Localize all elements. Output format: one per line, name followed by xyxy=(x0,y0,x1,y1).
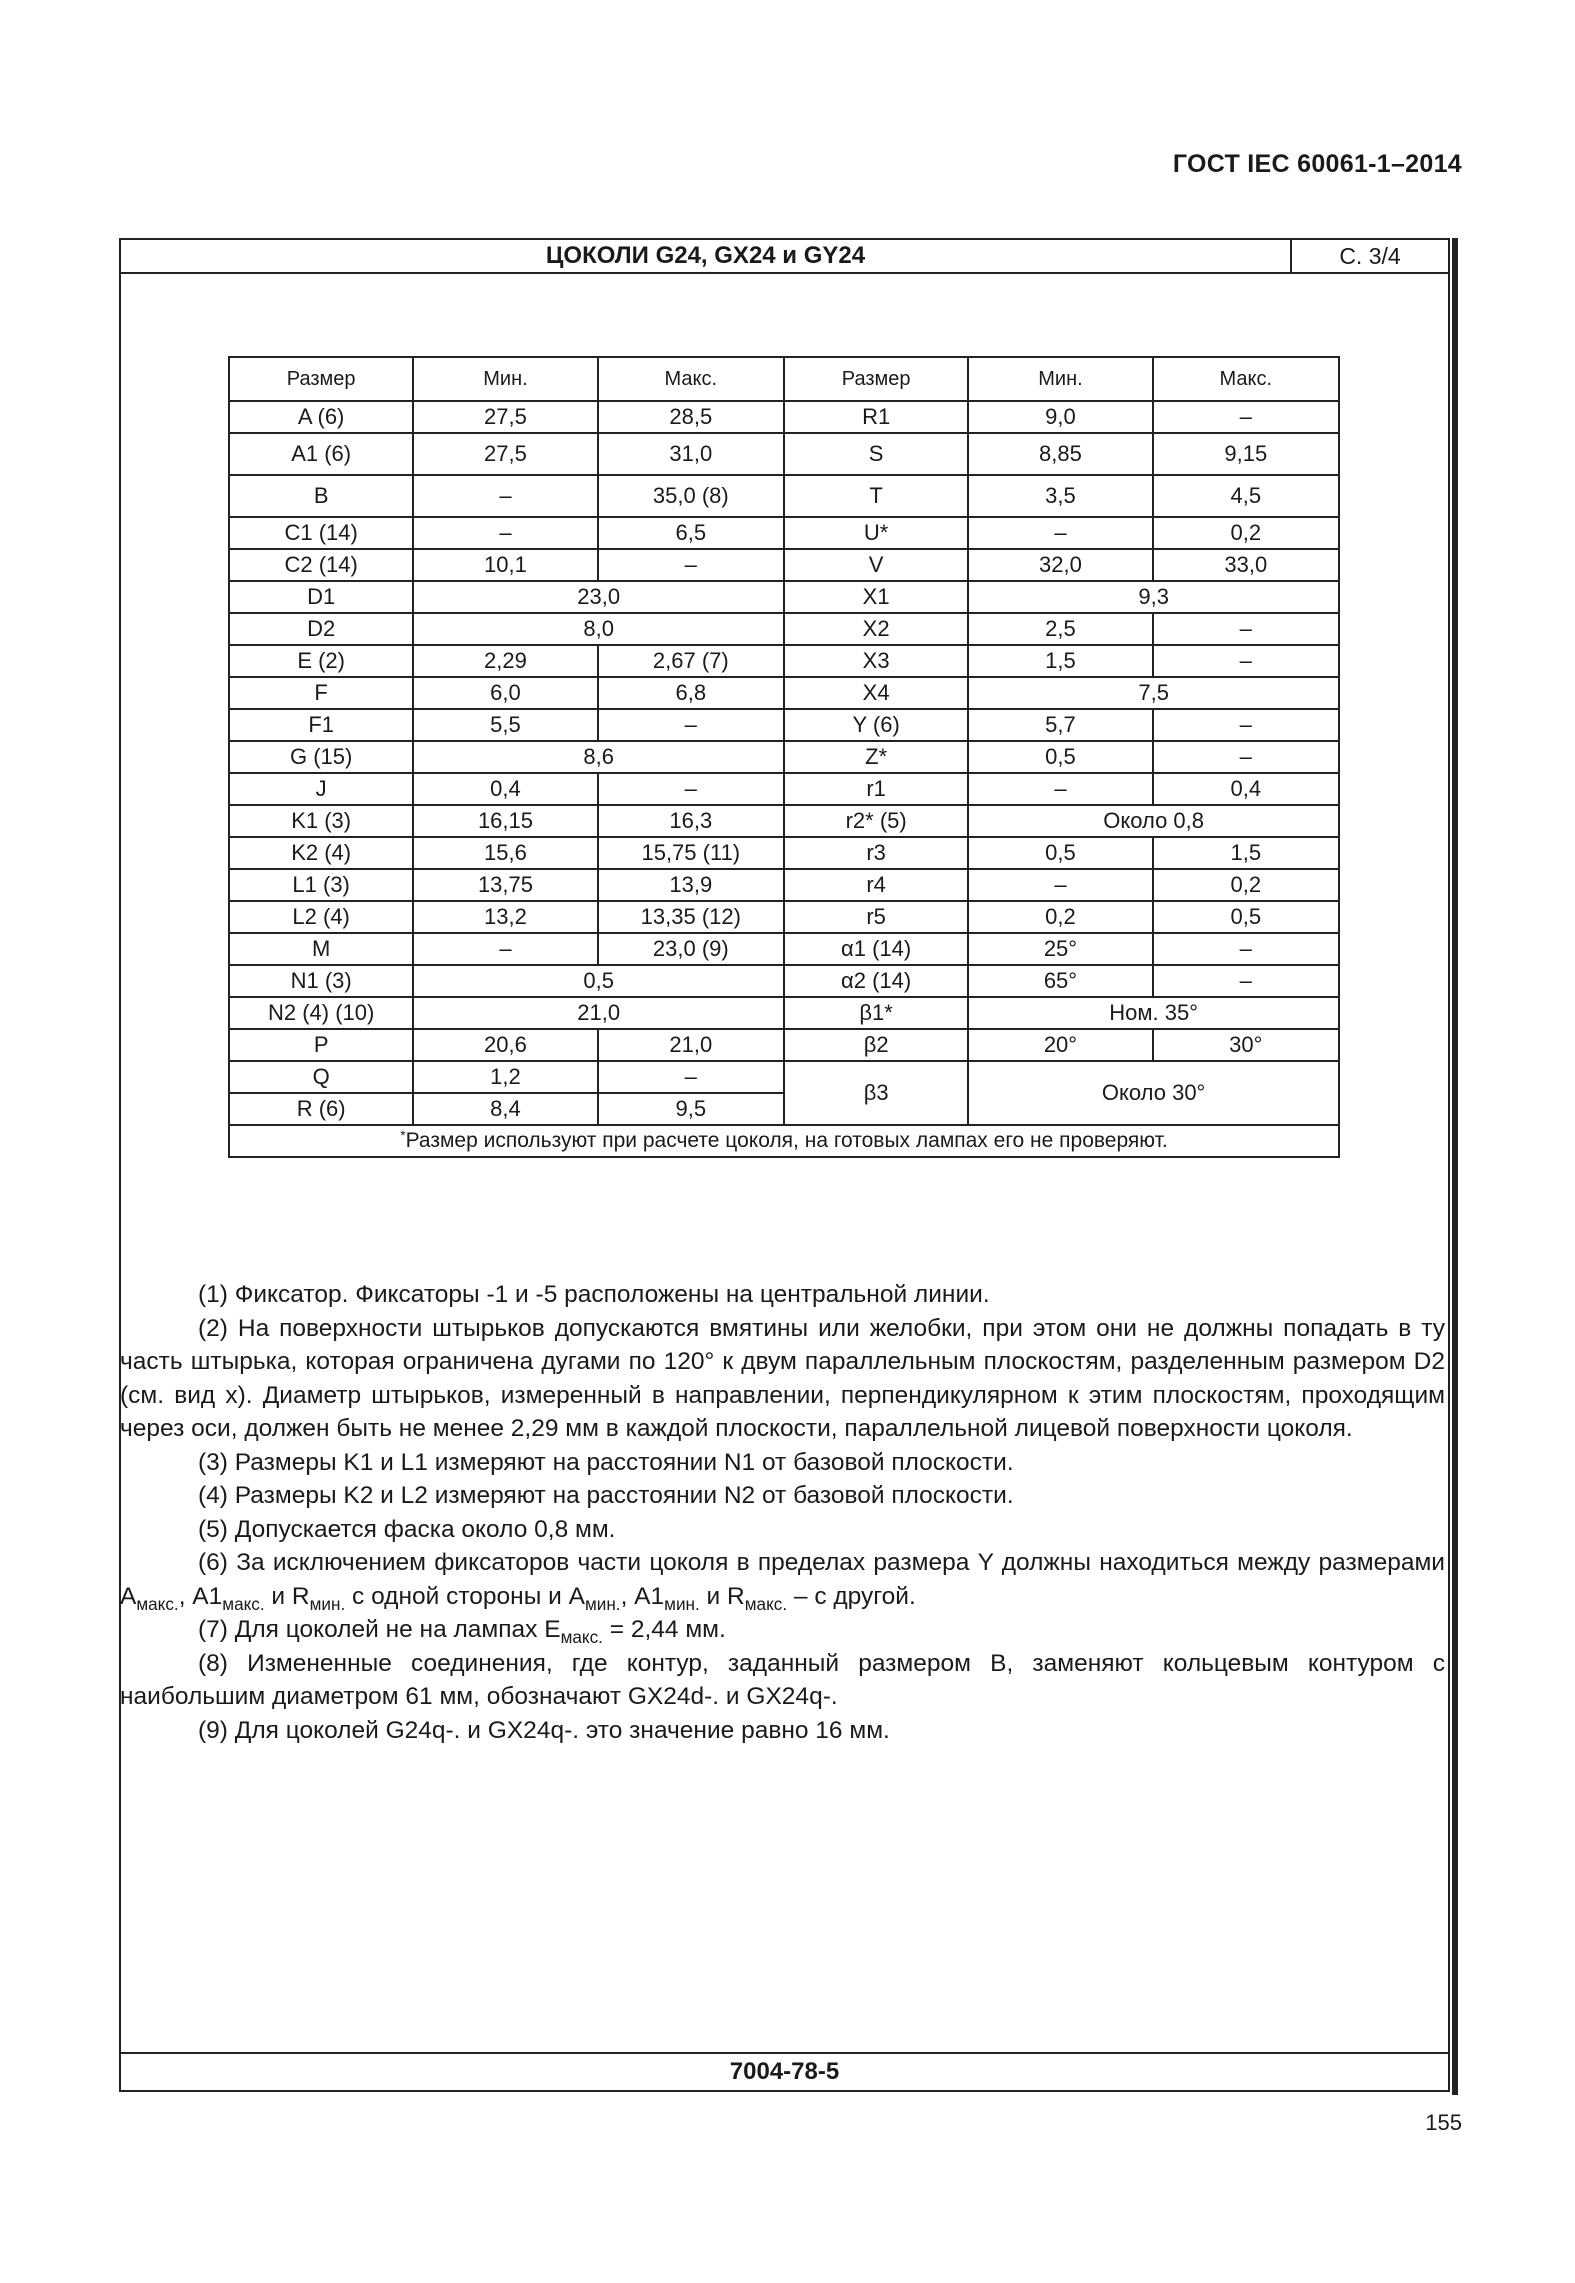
table-cell: 0,2 xyxy=(1153,869,1339,901)
table-cell: α1 (14) xyxy=(784,933,968,965)
table-cell: 15,75 (11) xyxy=(598,837,784,869)
notes-section xyxy=(120,1278,1445,1747)
table-cell: 5,7 xyxy=(968,709,1152,741)
table-cell: 0,5 xyxy=(968,837,1152,869)
table-cell: Y (6) xyxy=(784,709,968,741)
table-cell: 31,0 xyxy=(598,433,784,475)
table-cell: – xyxy=(968,517,1152,549)
table-row xyxy=(229,645,1339,677)
header-cell: Размер xyxy=(229,357,413,401)
table-cell: 8,6 xyxy=(413,741,784,773)
table-cell: – xyxy=(1153,741,1339,773)
table-cell: Около 0,8 xyxy=(968,805,1339,837)
table-cell: 9,5 xyxy=(598,1093,784,1125)
table-row xyxy=(229,933,1339,965)
table-cell: B xyxy=(229,475,413,517)
table-cell: X2 xyxy=(784,613,968,645)
table-cell: 16,3 xyxy=(598,805,784,837)
table-cell: A1 (6) xyxy=(229,433,413,475)
table-cell: C2 (14) xyxy=(229,549,413,581)
table-row xyxy=(229,997,1339,1029)
table-cell: N2 (4) (10) xyxy=(229,997,413,1029)
table-cell: – xyxy=(413,933,597,965)
table-cell: 30° xyxy=(1153,1029,1339,1061)
table-cell: U* xyxy=(784,517,968,549)
table-cell: L2 (4) xyxy=(229,901,413,933)
table-cell: 4,5 xyxy=(1153,475,1339,517)
table-cell: 0,5 xyxy=(968,741,1152,773)
note-6: (6) За исключением фиксаторов части цоколя в пределах размера Y должны находиться между размерами $A_{макс.}$, $A1_{макс.}$ и $R_{мин.}$ с одной стороны и $A_{мин.}$, $A1_{мин.}$ и $R_{макс.}$ – с другой. xyxy=(120,1549,1445,1614)
table-cell: 7,5 xyxy=(968,677,1339,709)
table-cell: – xyxy=(598,709,784,741)
table-cell: 27,5 xyxy=(413,433,597,475)
table-cell: S xyxy=(784,433,968,475)
table-footnote-row xyxy=(229,1125,1339,1157)
table-cell: 1,5 xyxy=(1153,837,1339,869)
table-cell: 2,29 xyxy=(413,645,597,677)
table-cell: P xyxy=(229,1029,413,1061)
table-cell: Ном. 35° xyxy=(968,997,1339,1029)
table-cell: 13,2 xyxy=(413,901,597,933)
frame-header xyxy=(121,240,1448,274)
table-cell: 6,5 xyxy=(598,517,784,549)
table-header-row xyxy=(229,357,1339,401)
header-cell: Макс. xyxy=(598,357,784,401)
table-row xyxy=(229,773,1339,805)
table-cell: E (2) xyxy=(229,645,413,677)
table-row xyxy=(229,709,1339,741)
table-cell: 0,5 xyxy=(1153,901,1339,933)
standard-code: ГОСТ IEC 60061-1–2014 xyxy=(1172,150,1462,178)
table-cell: r3 xyxy=(784,837,968,869)
table-row xyxy=(229,805,1339,837)
table-row xyxy=(229,1061,1339,1093)
table-cell: 9,15 xyxy=(1153,433,1339,475)
table-row xyxy=(229,517,1339,549)
table-cell: R (6) xyxy=(229,1093,413,1125)
table-cell: 13,9 xyxy=(598,869,784,901)
table-cell: 65° xyxy=(968,965,1152,997)
table-cell: – xyxy=(1153,965,1339,997)
sheet-number: С. 3/4 xyxy=(1290,240,1448,272)
table-cell: 10,1 xyxy=(413,549,597,581)
header-cell: Мин. xyxy=(968,357,1152,401)
table-cell: 13,75 xyxy=(413,869,597,901)
table-cell: 9,0 xyxy=(968,401,1152,433)
table-cell: G (15) xyxy=(229,741,413,773)
table-cell: X4 xyxy=(784,677,968,709)
table-cell: 2,5 xyxy=(968,613,1152,645)
table-cell: 8,0 xyxy=(413,613,784,645)
table-cell: 16,15 xyxy=(413,805,597,837)
table-row xyxy=(229,837,1339,869)
note-3: (3) Размеры K1 и L1 измеряют на расстоянии N1 от базовой плоскости. xyxy=(198,1448,1014,1476)
table-cell: K1 (3) xyxy=(229,805,413,837)
table-cell: – xyxy=(413,475,597,517)
table-cell: 23,0 xyxy=(413,581,784,613)
table-cell: 25° xyxy=(968,933,1152,965)
table-cell: – xyxy=(598,773,784,805)
note-8: (8) Измененные соединения, где контур, заданный размером B, заменяют кольцевым контуром с наибольшим диаметром 61 мм, обозначают GX24d-. и GX24q-. xyxy=(120,1649,1445,1710)
table-cell: F1 xyxy=(229,709,413,741)
table-cell: 2,67 (7) xyxy=(598,645,784,677)
table-cell: 8,4 xyxy=(413,1093,597,1125)
table-cell: 6,0 xyxy=(413,677,597,709)
table-footnote xyxy=(229,1125,1339,1157)
table-cell: 21,0 xyxy=(598,1029,784,1061)
table-cell: r4 xyxy=(784,869,968,901)
table-cell: T xyxy=(784,475,968,517)
table-cell: 33,0 xyxy=(1153,549,1339,581)
table-cell: – xyxy=(413,517,597,549)
page-number: 155 xyxy=(1425,2110,1462,2135)
table-cell: 3,5 xyxy=(968,475,1152,517)
table-cell: – xyxy=(598,1061,784,1093)
table-cell: V xyxy=(784,549,968,581)
table-cell: 13,35 (12) xyxy=(598,901,784,933)
table-cell: β1* xyxy=(784,997,968,1029)
table-cell: 0,2 xyxy=(968,901,1152,933)
table-cell: – xyxy=(968,869,1152,901)
note-2: (2) На поверхности штырьков допускаются вмятины или желобки, при этом они не должны попадать в ту часть штырька, которая ограничена дугами по 120° к двум параллельным плоскостям, разделенным размером D2 (см. вид х). Диаметр штырьков, измеренный в направлении, перпендикулярном к этим плоскостям, проходящим через оси, должен быть не менее 2,29 мм в каждой плоскости, параллельной лицевой поверхности цоколя. xyxy=(120,1314,1445,1442)
table-cell: 27,5 xyxy=(413,401,597,433)
table-cell: F xyxy=(229,677,413,709)
table-row xyxy=(229,401,1339,433)
table-cell: R1 xyxy=(784,401,968,433)
note-4: (4) Размеры K2 и L2 измеряют на расстоянии N2 от базовой плоскости. xyxy=(198,1482,1014,1509)
table-cell: r2* (5) xyxy=(784,805,968,837)
dimensions-table xyxy=(228,356,1340,1158)
table-cell: Q xyxy=(229,1061,413,1093)
table-row xyxy=(229,433,1339,475)
table-cell: Около 30° xyxy=(968,1061,1339,1125)
table-cell: X1 xyxy=(784,581,968,613)
table-cell: M xyxy=(229,933,413,965)
table-cell: 23,0 (9) xyxy=(598,933,784,965)
table-cell: – xyxy=(598,549,784,581)
table-cell: – xyxy=(1153,645,1339,677)
table-cell: X3 xyxy=(784,645,968,677)
table-cell: 0,5 xyxy=(413,965,784,997)
table-cell: – xyxy=(968,773,1152,805)
note-7: (7) Для цоколей не на лампах $E_{макс.} = 2,44$ мм. xyxy=(198,1616,726,1647)
table-row xyxy=(229,869,1339,901)
table-cell: β3 xyxy=(784,1061,968,1125)
table-row xyxy=(229,741,1339,773)
header-cell: Размер xyxy=(784,357,968,401)
footnote-text: Размер используют при расчете цоколя, на готовых лампах его не проверяют. xyxy=(405,1129,1168,1152)
table-cell: Z* xyxy=(784,741,968,773)
table-cell: 0,4 xyxy=(1153,773,1339,805)
table-cell: 20° xyxy=(968,1029,1152,1061)
table-row xyxy=(229,475,1339,517)
table-cell: 0,4 xyxy=(413,773,597,805)
table-cell: 5,5 xyxy=(413,709,597,741)
table-cell: K2 (4) xyxy=(229,837,413,869)
table-cell: r1 xyxy=(784,773,968,805)
header-cell: Мин. xyxy=(413,357,597,401)
table-row xyxy=(229,581,1339,613)
table-cell: 1,5 xyxy=(968,645,1152,677)
table-cell: L1 (3) xyxy=(229,869,413,901)
table-row xyxy=(229,613,1339,645)
table-row xyxy=(229,901,1339,933)
table-cell: C1 (14) xyxy=(229,517,413,549)
table-cell: N1 (3) xyxy=(229,965,413,997)
table-row xyxy=(229,965,1339,997)
table-cell: 1,2 xyxy=(413,1061,597,1093)
table-row xyxy=(229,549,1339,581)
table-cell: r5 xyxy=(784,901,968,933)
table-cell: 21,0 xyxy=(413,997,784,1029)
table-cell: 32,0 xyxy=(968,549,1152,581)
table-cell: 28,5 xyxy=(598,401,784,433)
note-5: (5) Допускается фаска около 0,8 мм. xyxy=(198,1515,616,1543)
table-cell: β2 xyxy=(784,1029,968,1061)
table-cell: – xyxy=(1153,401,1339,433)
header-cell: Макс. xyxy=(1153,357,1339,401)
table-cell: – xyxy=(1153,933,1339,965)
table-cell: 20,6 xyxy=(413,1029,597,1061)
footnote-mark: * xyxy=(400,1128,406,1144)
table-cell: 15,6 xyxy=(413,837,597,869)
table-cell: – xyxy=(1153,709,1339,741)
table-cell: A (6) xyxy=(229,401,413,433)
table-cell: – xyxy=(1153,613,1339,645)
table-cell: D1 xyxy=(229,581,413,613)
sheet-code: 7004-78-5 xyxy=(121,2052,1448,2090)
note-9: (9) Для цоколей G24q-. и GX24q-. это значение равно 16 мм. xyxy=(198,1716,890,1744)
table-cell: 9,3 xyxy=(968,581,1339,613)
frame-shadow xyxy=(1452,238,1458,2095)
table-cell: 0,2 xyxy=(1153,517,1339,549)
table-cell: J xyxy=(229,773,413,805)
table-row xyxy=(229,677,1339,709)
table-cell: 8,85 xyxy=(968,433,1152,475)
table-cell: 35,0 (8) xyxy=(598,475,784,517)
table-row xyxy=(229,1029,1339,1061)
sheet-title: ЦОКОЛИ G24, GX24 и GY24 xyxy=(545,242,866,269)
table-cell: 6,8 xyxy=(598,677,784,709)
note-1: (1) Фиксатор. Фиксаторы -1 и -5 расположены на центральной линии. xyxy=(198,1281,990,1308)
table-cell: α2 (14) xyxy=(784,965,968,997)
table-cell: D2 xyxy=(229,613,413,645)
